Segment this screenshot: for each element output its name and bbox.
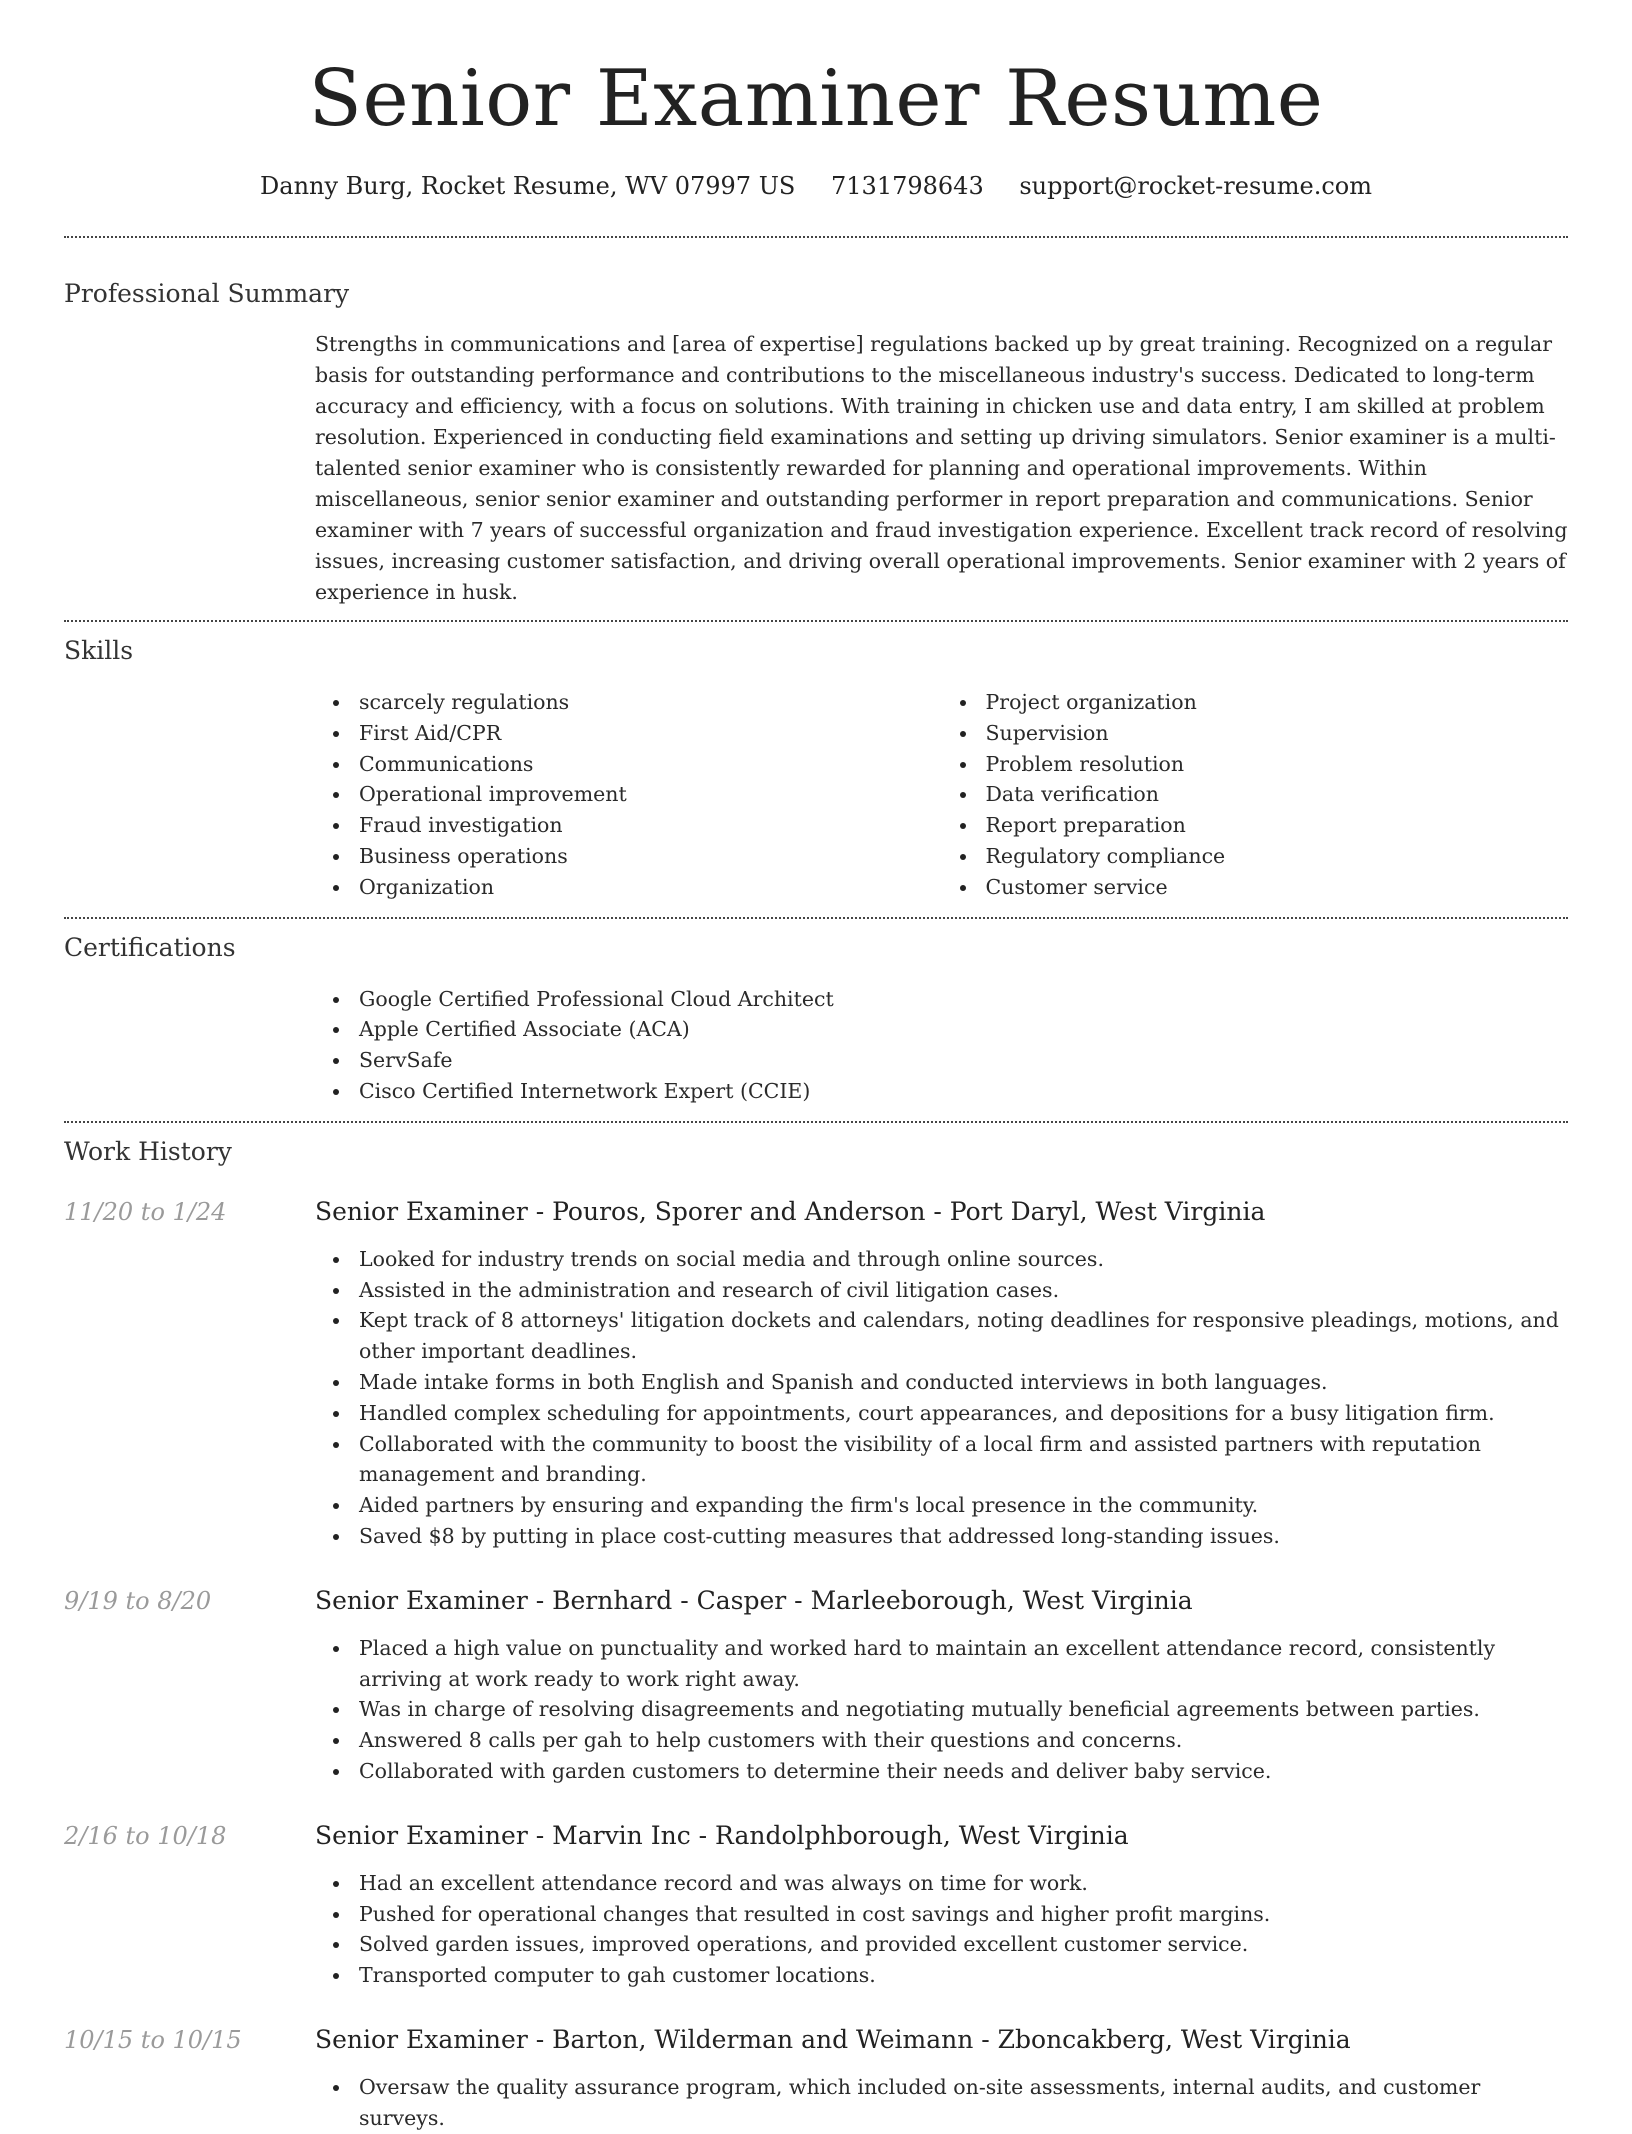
- job-date: 11/20 to 1/24: [64, 1197, 227, 1226]
- job-entry: [64, 1197, 1568, 1552]
- skills-section: [64, 638, 1568, 903]
- job-duties-list: [315, 2072, 1568, 2134]
- divider: [64, 620, 1568, 622]
- job-date: 10/15 to 10/15: [64, 2025, 242, 2054]
- job-duties: [315, 1244, 1568, 1552]
- skill-item: Project organization: [986, 687, 1569, 718]
- divider: [64, 1121, 1568, 1123]
- job-header: [64, 1586, 1568, 1615]
- job-header: [64, 2025, 1568, 2054]
- skill-item: Customer service: [986, 872, 1569, 903]
- job-date: 2/16 to 10/18: [64, 1821, 227, 1850]
- contact-address: Danny Burg, Rocket Resume, WV 07997 US: [260, 172, 796, 200]
- certification-item: ServSafe: [359, 1045, 1568, 1076]
- skill-item: Report preparation: [986, 810, 1569, 841]
- job-duty: Handled complex scheduling for appointments, court appearances, and depositions for a busy litigation firm.: [359, 1398, 1568, 1429]
- job-duty: Oversaw the quality assurance program, which included on-site assessments, internal audits, and customer surveys.: [359, 2072, 1568, 2134]
- job-duty: Pushed for operational changes that resulted in cost savings and higher profit margins.: [359, 1899, 1568, 1930]
- skill-item: Fraud investigation: [359, 810, 942, 841]
- summary-heading: Professional Summary: [64, 279, 350, 308]
- job-date: 9/19 to 8/20: [64, 1586, 212, 1615]
- work-heading: Work History: [64, 1136, 232, 1166]
- job-duty: Saved $8 by putting in place cost-cutting measures that addressed long-standing issues.: [359, 1521, 1568, 1552]
- job-duty: Collaborated with garden customers to determine their needs and deliver baby service.: [359, 1756, 1568, 1787]
- certification-item: Apple Certified Associate (ACA): [359, 1014, 1568, 1045]
- skill-item: Supervision: [986, 718, 1569, 749]
- work-section: [64, 1136, 1568, 2134]
- job-duty: Looked for industry trends on social media and through online sources.: [359, 1244, 1568, 1275]
- job-duties-list: [315, 1633, 1568, 1787]
- job-duty: Was in charge of resolving disagreements and negotiating mutually beneficial agreements between parties.: [359, 1694, 1568, 1725]
- skill-item: Problem resolution: [986, 749, 1569, 780]
- certifications-list: [315, 984, 1568, 1107]
- job-duty: Had an excellent attendance record and was always on time for work.: [359, 1868, 1568, 1899]
- divider: [64, 917, 1568, 919]
- skills-list-right: [942, 687, 1569, 903]
- job-title: Senior Examiner - Pouros, Sporer and Anderson - Port Daryl, West Virginia: [315, 1196, 1266, 1226]
- certification-item: Google Certified Professional Cloud Architect: [359, 984, 1568, 1015]
- resume-title: Senior Examiner Resume: [308, 54, 1324, 144]
- job-duty: Aided partners by ensuring and expanding the firm's local presence in the community.: [359, 1490, 1568, 1521]
- job-title: Senior Examiner - Marvin Inc - Randolphborough, West Virginia: [315, 1820, 1129, 1850]
- divider: [64, 236, 1568, 238]
- certifications-section: [64, 932, 1568, 1107]
- job-duties-list: [315, 1244, 1568, 1552]
- resume-page: [64, 0, 1568, 2134]
- job-title: Senior Examiner - Barton, Wilderman and Weimann - Zboncakberg, West Virginia: [315, 2024, 1351, 2054]
- job-duty: Transported computer to gah customer locations.: [359, 1960, 1568, 1991]
- job-duty: Collaborated with the community to boost the visibility of a local firm and assisted partners with reputation management and branding.: [359, 1429, 1568, 1491]
- summary-text: Strengths in communications and [area of expertise] regulations backed up by great training. Recognized on a regular basis for outstanding performance and contributions to the miscellaneous industry's success. Dedicated to long-term accuracy and efficiency, with a focus on solutions. With training in chicken use and data entry, I am skilled at problem resolution. Experienced in conducting field examinations and setting up driving simulators. Senior examiner is a multi-talented senior examiner who is consistently rewarded for planning and operational improvements. Within miscellaneous, senior senior examiner and outstanding performer in report preparation and communications. Senior examiner with 7 years of successful organization and fraud investigation experience. Excellent track record of resolving issues, increasing customer satisfaction, and driving overall operational improvements. Senior examiner with 2 years of experience in husk.: [315, 332, 1568, 604]
- job-header: [64, 1821, 1568, 1850]
- contact-email: support@rocket-resume.com: [1019, 172, 1372, 200]
- job-header: [64, 1197, 1568, 1226]
- skills-list-left: [315, 687, 942, 903]
- job-duty: Solved garden issues, improved operations, and provided excellent customer service.: [359, 1929, 1568, 1960]
- job-duty: Assisted in the administration and research of civil litigation cases.: [359, 1275, 1568, 1306]
- skills-grid: [315, 687, 1568, 903]
- skill-item: Operational improvement: [359, 779, 942, 810]
- certification-item: Cisco Certified Internetwork Expert (CCIE): [359, 1076, 1568, 1107]
- skill-item: Data verification: [986, 779, 1569, 810]
- contact-phone: 7131798643: [831, 172, 984, 200]
- job-entry: [64, 1821, 1568, 1991]
- skills-heading: Skills: [64, 636, 134, 665]
- job-title: Senior Examiner - Bernhard - Casper - Marleeborough, West Virginia: [315, 1585, 1193, 1615]
- job-duty: Placed a high value on punctuality and worked hard to maintain an excellent attendance record, consistently arriving at work ready to work right away.: [359, 1633, 1568, 1695]
- job-duties: [315, 1868, 1568, 1991]
- job-duty: Made intake forms in both English and Spanish and conducted interviews in both languages.: [359, 1367, 1568, 1398]
- contact-line: [64, 172, 1568, 200]
- skill-item: First Aid/CPR: [359, 718, 942, 749]
- summary-section: [64, 281, 1568, 608]
- skill-item: scarcely regulations: [359, 687, 942, 718]
- job-entry: [64, 1586, 1568, 1787]
- skill-item: Communications: [359, 749, 942, 780]
- job-duties: [315, 1633, 1568, 1787]
- skill-item: Regulatory compliance: [986, 841, 1569, 872]
- skill-item: Business operations: [359, 841, 942, 872]
- job-entry: [64, 2025, 1568, 2134]
- skill-item: Organization: [359, 872, 942, 903]
- certifications-body: [315, 984, 1568, 1107]
- job-duties-list: [315, 1868, 1568, 1991]
- job-duty: Answered 8 calls per gah to help customers with their questions and concerns.: [359, 1725, 1568, 1756]
- job-duties: [315, 2072, 1568, 2134]
- job-duty: Kept track of 8 attorneys' litigation dockets and calendars, noting deadlines for responsive pleadings, motions, and other important deadlines.: [359, 1305, 1568, 1367]
- certifications-heading: Certifications: [64, 932, 236, 962]
